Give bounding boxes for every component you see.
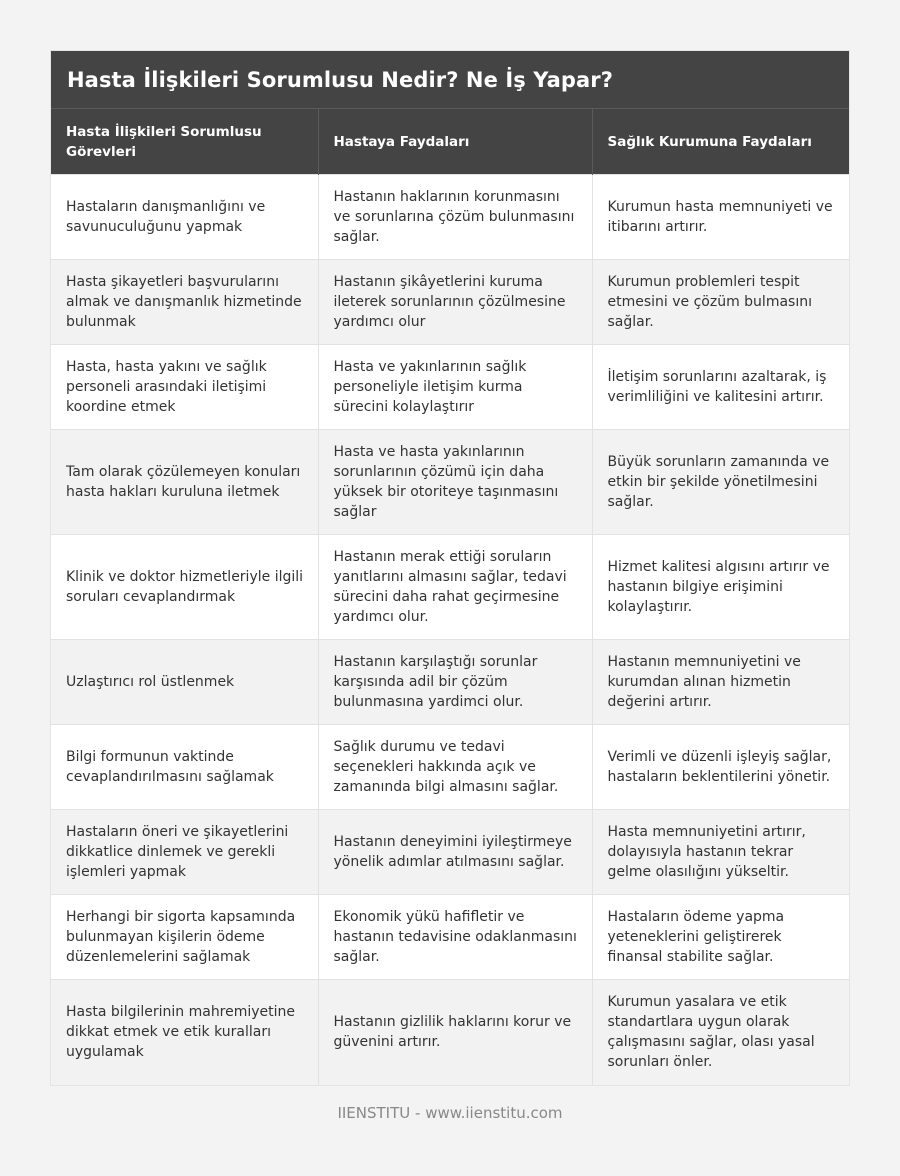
table-row <box>51 535 849 640</box>
table-cell-duty: Hasta şikayetleri başvurularını almak ve danışmanlık hizmetinde bulunmak <box>51 260 318 345</box>
table-cell-institution-benefit: Hastaların ödeme yapma yeteneklerini geliştirerek finansal stabilite sağlar. <box>592 895 849 980</box>
table-cell-duty: Bilgi formunun vaktinde cevaplandırılmasını sağlamak <box>51 725 318 810</box>
table-cell-institution-benefit: Kurumun problemleri tespit etmesini ve çözüm bulmasını sağlar. <box>592 260 849 345</box>
table-cell-patient-benefit: Hastanın şikâyetlerini kuruma ileterek sorunlarının çözülmesine yardımcı olur <box>318 260 592 345</box>
table-cell-patient-benefit: Sağlık durumu ve tedavi seçenekleri hakkında açık ve zamanında bilgi almasını sağlar. <box>318 725 592 810</box>
table-cell-duty: Uzlaştırıcı rol üstlenmek <box>51 640 318 725</box>
table-row <box>51 810 849 895</box>
table-row <box>51 980 849 1085</box>
table-cell-institution-benefit: Kurumun yasalara ve etik standartlara uygun olarak çalışmasını sağlar, olası yasal sorunları önler. <box>592 980 849 1085</box>
table-cell-patient-benefit: Ekonomik yükü hafifletir ve hastanın tedavisine odaklanmasını sağlar. <box>318 895 592 980</box>
page-title: Hasta İlişkileri Sorumlusu Nedir? Ne İş Yapar? <box>51 51 849 108</box>
table-cell-duty: Hastaların danışmanlığını ve savunuculuğunu yapmak <box>51 175 318 260</box>
table-body <box>51 175 849 1085</box>
table-cell-patient-benefit: Hasta ve hasta yakınlarının sorunlarının çözümü için daha yüksek bir otoriteye taşınmasını sağlar <box>318 430 592 535</box>
table-cell-duty: Hasta, hasta yakını ve sağlık personeli arasındaki iletişimi koordine etmek <box>51 345 318 430</box>
table-cell-institution-benefit: Hastanın memnuniyetini ve kurumdan alınan hizmetin değerini artırır. <box>592 640 849 725</box>
table-header <box>51 109 849 175</box>
footer-credit: IIENSTITU - www.iienstitu.com <box>337 1104 563 1122</box>
table-cell-patient-benefit: Hasta ve yakınlarının sağlık personeliyle iletişim kurma sürecini kolaylaştırır <box>318 345 592 430</box>
table-cell-duty: Herhangi bir sigorta kapsamında bulunmayan kişilerin ödeme düzenlemelerini sağlamak <box>51 895 318 980</box>
table-cell-patient-benefit: Hastanın deneyimini iyileştirmeye yönelik adımlar atılmasını sağlar. <box>318 810 592 895</box>
table-row <box>51 640 849 725</box>
table-row <box>51 895 849 980</box>
table-cell-patient-benefit: Hastanın merak ettiği soruların yanıtlarını almasını sağlar, tedavi sürecini daha rahat geçirmesine yardımcı olur. <box>318 535 592 640</box>
table-cell-patient-benefit: Hastanın haklarının korunmasını ve sorunlarına çözüm bulunmasını sağlar. <box>318 175 592 260</box>
column-header-duties: Hasta İlişkileri Sorumlusu Görevleri <box>51 109 318 175</box>
table-cell-institution-benefit: İletişim sorunlarını azaltarak, iş verimliliğini ve kalitesini artırır. <box>592 345 849 430</box>
table-cell-duty: Tam olarak çözülemeyen konuları hasta hakları kuruluna iletmek <box>51 430 318 535</box>
duties-table <box>51 108 849 1085</box>
table-cell-institution-benefit: Verimli ve düzenli işleyiş sağlar, hastaların beklentilerini yönetir. <box>592 725 849 810</box>
header-row <box>51 109 849 175</box>
table-cell-institution-benefit: Hizmet kalitesi algısını artırır ve hastanın bilgiye erişimini kolaylaştırır. <box>592 535 849 640</box>
table-cell-duty: Klinik ve doktor hizmetleriyle ilgili soruları cevaplandırmak <box>51 535 318 640</box>
table-cell-institution-benefit: Hasta memnuniyetini artırır, dolayısıyla hastanın tekrar gelme olasılığını yükseltir. <box>592 810 849 895</box>
table-cell-duty: Hastaların öneri ve şikayetlerini dikkatlice dinlemek ve gerekli işlemleri yapmak <box>51 810 318 895</box>
column-header-patient-benefits: Hastaya Faydaları <box>318 109 592 175</box>
table-cell-patient-benefit: Hastanın gizlilik haklarını korur ve güvenini artırır. <box>318 980 592 1085</box>
table-cell-duty: Hasta bilgilerinin mahremiyetine dikkat etmek ve etik kuralları uygulamak <box>51 980 318 1085</box>
table-row <box>51 430 849 535</box>
table-row <box>51 725 849 810</box>
content-card <box>51 51 849 1085</box>
table-row <box>51 260 849 345</box>
table-cell-institution-benefit: Kurumun hasta memnuniyeti ve itibarını artırır. <box>592 175 849 260</box>
table-cell-institution-benefit: Büyük sorunların zamanında ve etkin bir şekilde yönetilmesini sağlar. <box>592 430 849 535</box>
table-row <box>51 175 849 260</box>
table-cell-patient-benefit: Hastanın karşılaştığı sorunlar karşısında adil bir çözüm bulunmasına yardimci olur. <box>318 640 592 725</box>
column-header-institution-benefits: Sağlık Kurumuna Faydaları <box>592 109 849 175</box>
table-row <box>51 345 849 430</box>
